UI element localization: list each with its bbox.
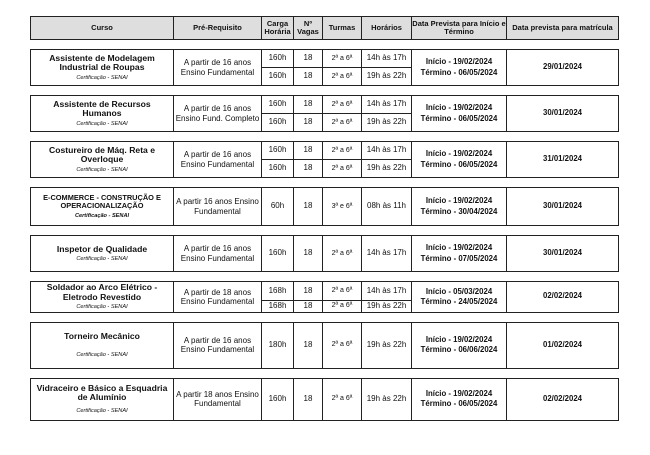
vagas-cell: 18	[294, 378, 323, 420]
start-date: Início - 19/02/2024	[425, 334, 493, 344]
course-name: Costureiro de Máq. Reta e Overloque	[48, 144, 155, 165]
vagas-cell: 18	[294, 282, 323, 301]
header-matricula: Data prevista para matrícula	[507, 17, 619, 40]
turmas-cell: 2ª a 6ª	[323, 378, 362, 420]
header-prerequisito: Pré-Requisito	[174, 17, 262, 40]
turmas-cell: 2ª a 6ª	[323, 114, 362, 132]
course-certification: Certificação - SENAI	[76, 167, 128, 173]
turmas-cell: 2ª a 6ª	[323, 301, 362, 312]
dates-cell	[412, 378, 507, 420]
course-cell	[31, 236, 174, 272]
vagas-cell: 18	[294, 142, 323, 160]
horario-cell: 14h às 17h	[362, 50, 412, 68]
horario-cell: 19h às 22h	[362, 378, 412, 420]
vagas-cell: 18	[294, 301, 323, 312]
spacer-cell	[31, 226, 619, 236]
start-date: Início - 19/02/2024	[425, 196, 493, 206]
vagas-cell: 18	[294, 114, 323, 132]
prerequisite-cell: A partir 18 anos Ensino Fundamental	[174, 378, 262, 420]
dates-cell	[412, 188, 507, 226]
enrollment-date: 30/01/2024	[507, 236, 619, 272]
prerequisite-cell: A partir de 16 anos Ensino Fundamental	[174, 236, 262, 272]
start-date: Início - 05/03/2024	[425, 286, 493, 296]
spacer-cell	[31, 272, 619, 282]
header-turmas: Turmas	[323, 17, 362, 40]
prerequisite-cell: A partir de 16 anos Ensino Fundamental	[174, 142, 262, 178]
horario-cell: 19h às 22h	[362, 322, 412, 368]
course-certification: Certificação - SENAI	[76, 304, 128, 311]
table-row	[31, 378, 619, 420]
course-name: E-COMMERCE - CONSTRUÇÃO E OPERACIONALIZAÇÃO	[43, 193, 161, 211]
enrollment-date: 29/01/2024	[507, 50, 619, 86]
course-name: Assistente de Modelagem Industrial de Roupas	[49, 52, 155, 73]
horario-cell: 19h às 22h	[362, 301, 412, 312]
course-certification: Certificação - SENAI	[74, 212, 130, 219]
dates-cell	[412, 322, 507, 368]
end-date: Término - 07/05/2024	[420, 253, 498, 263]
end-date: Término - 06/05/2024	[420, 159, 498, 169]
course-schedule-table	[30, 16, 619, 421]
end-date: Término - 30/04/2024	[420, 206, 498, 216]
spacer-row	[31, 86, 619, 96]
hours-cell: 160h	[262, 68, 294, 86]
prerequisite-cell: A partir de 16 anos Ensino Fund. Completo	[174, 96, 262, 132]
spacer-row	[31, 226, 619, 236]
horario-cell: 08h às 11h	[362, 188, 412, 226]
horario-cell: 19h às 22h	[362, 114, 412, 132]
hours-cell: 160h	[262, 96, 294, 114]
enrollment-date: 01/02/2024	[507, 322, 619, 368]
dates-cell	[412, 142, 507, 178]
table-row	[31, 236, 619, 272]
vagas-cell: 18	[294, 68, 323, 86]
spacer-cell	[31, 132, 619, 142]
spacer-row	[31, 132, 619, 142]
header-curso: Curso	[31, 17, 174, 40]
table-row	[31, 322, 619, 368]
dates-cell	[412, 282, 507, 313]
horario-cell: 19h às 22h	[362, 68, 412, 86]
turmas-cell: 2ª a 6ª	[323, 50, 362, 68]
course-certification: Certificação - SENAI	[76, 408, 128, 414]
dates-cell	[412, 50, 507, 86]
table-header-row	[31, 17, 619, 40]
end-date: Término - 06/05/2024	[420, 399, 498, 408]
hours-cell: 160h	[262, 50, 294, 68]
course-cell	[31, 142, 174, 178]
turmas-cell: 2ª a 6ª	[323, 142, 362, 160]
course-name: Torneiro Mecânico	[64, 331, 140, 342]
table-row	[31, 96, 619, 114]
horario-cell: 19h às 22h	[362, 160, 412, 178]
course-certification: Certificação - SENAI	[76, 256, 128, 263]
course-cell	[31, 322, 174, 368]
spacer-cell	[31, 368, 619, 378]
course-certification: Certificação - SENAI	[76, 75, 128, 81]
prerequisite-cell: A partir de 18 anos Ensino Fundamental	[174, 282, 262, 313]
turmas-cell: 2ª a 6ª	[323, 322, 362, 368]
turmas-cell: 2ª a 6ª	[323, 236, 362, 272]
enrollment-date: 30/01/2024	[507, 96, 619, 132]
horario-cell: 14h às 17h	[362, 142, 412, 160]
spacer-cell	[31, 312, 619, 322]
vagas-cell: 18	[294, 188, 323, 226]
horario-cell: 14h às 17h	[362, 96, 412, 114]
header-vagas: Nº Vagas	[294, 17, 323, 40]
start-date: Início - 19/02/2024	[425, 388, 493, 398]
start-date: Início - 19/02/2024	[425, 243, 493, 253]
header-carga-horaria: Carga Horária	[262, 17, 294, 40]
hours-cell: 160h	[262, 142, 294, 160]
dates-cell	[412, 96, 507, 132]
turmas-cell: 2ª a 6ª	[323, 282, 362, 301]
table-row	[31, 142, 619, 160]
spacer-cell	[31, 178, 619, 188]
end-date: Término - 06/06/2024	[420, 345, 498, 354]
start-date: Início - 19/02/2024	[425, 57, 493, 67]
vagas-cell: 18	[294, 50, 323, 68]
enrollment-date: 31/01/2024	[507, 142, 619, 178]
turmas-cell: 2ª a 6ª	[323, 160, 362, 178]
vagas-cell: 18	[294, 322, 323, 368]
table-row	[31, 50, 619, 68]
vagas-cell: 18	[294, 96, 323, 114]
start-date: Início - 19/02/2024	[425, 103, 493, 113]
turmas-cell: 3ª e 6ª	[323, 188, 362, 226]
hours-cell: 160h	[262, 378, 294, 420]
hours-cell: 60h	[262, 188, 294, 226]
spacer-row	[31, 40, 619, 50]
course-cell	[31, 50, 174, 86]
enrollment-date: 02/02/2024	[507, 378, 619, 420]
hours-cell: 168h	[262, 301, 294, 312]
dates-cell	[412, 236, 507, 272]
turmas-cell: 2ª a 6ª	[323, 96, 362, 114]
header-inicio-termino: Data Prevista para Início e Término	[412, 17, 507, 40]
prerequisite-cell: A partir de 16 anos Ensino Fundamental	[174, 322, 262, 368]
enrollment-date: 30/01/2024	[507, 188, 619, 226]
header-horarios: Horários	[362, 17, 412, 40]
course-name: Inspetor de Qualidade	[56, 243, 148, 254]
end-date: Término - 06/05/2024	[420, 67, 498, 77]
horario-cell: 14h às 17h	[362, 236, 412, 272]
start-date: Início - 19/02/2024	[425, 149, 493, 159]
spacer-row	[31, 272, 619, 282]
table-row	[31, 282, 619, 301]
hours-cell: 160h	[262, 236, 294, 272]
enrollment-date: 02/02/2024	[507, 282, 619, 313]
prerequisite-cell: A partir 16 anos Ensino Fundamental	[174, 188, 262, 226]
hours-cell: 160h	[262, 160, 294, 178]
course-certification: Certificação - SENAI	[76, 351, 128, 358]
spacer-cell	[31, 86, 619, 96]
prerequisite-cell: A partir de 16 anos Ensino Fundamental	[174, 50, 262, 86]
horario-cell: 14h às 17h	[362, 282, 412, 301]
course-name: Vidraceiro e Básico a Esquadria de Alumínio	[36, 382, 168, 403]
course-cell	[31, 282, 174, 313]
course-schedule-sheet	[30, 16, 618, 421]
course-name: Soldador ao Arco Elétrico - Eletrodo Revestido	[46, 282, 158, 302]
spacer-cell	[31, 40, 619, 50]
course-cell	[31, 378, 174, 420]
course-name: Assistente de Recursos Humanos	[53, 98, 151, 119]
spacer-row	[31, 312, 619, 322]
spacer-row	[31, 368, 619, 378]
vagas-cell: 18	[294, 160, 323, 178]
turmas-cell: 2ª a 6ª	[323, 68, 362, 86]
vagas-cell: 18	[294, 236, 323, 272]
hours-cell: 168h	[262, 282, 294, 301]
end-date: Término - 24/05/2024	[420, 296, 498, 306]
course-certification: Certificação - SENAI	[76, 121, 128, 127]
hours-cell: 180h	[262, 322, 294, 368]
hours-cell: 160h	[262, 114, 294, 132]
table-row	[31, 188, 619, 226]
course-cell	[31, 188, 174, 226]
end-date: Término - 06/05/2024	[420, 113, 498, 123]
spacer-row	[31, 178, 619, 188]
course-cell	[31, 96, 174, 132]
